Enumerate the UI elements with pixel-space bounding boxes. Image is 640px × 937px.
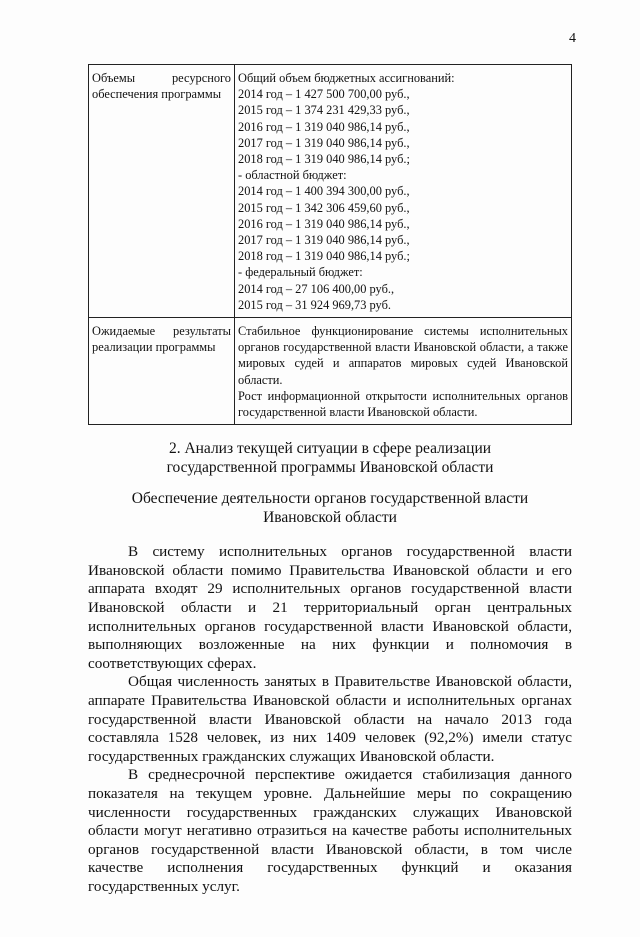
heading-line: 2. Анализ текущей ситуации в сфере реализации [168,440,492,458]
paragraph: Общая численность занятых в Правительстве Ивановской области, аппарате Правительства Ивановской области и исполнительных органах государственной власти Ивановской области на начало 2013 года составляла 1528 человек, из них 1409 человек (92,2%) имели статус государственных гражданских служащих Ивановской области. [88,673,572,765]
page-number: 4 [569,31,576,46]
subheading-line: Ивановской области [263,509,397,527]
budget-line: 2018 год – 1 319 040 986,14 руб.; [238,249,410,264]
budget-line: - областной бюджет: [238,168,347,183]
table-row [89,65,572,318]
budget-line: 2014 год – 1 400 394 300,00 руб., [238,184,410,199]
budget-line: Общий объем бюджетных ассигнований: [238,71,455,85]
subheading [88,489,572,527]
budget-line: 2016 год – 1 319 040 986,14 руб., [238,119,410,134]
budget-line: 2017 год – 1 319 040 986,14 руб., [238,135,410,150]
program-passport-table [88,64,572,425]
row-label: Объемы ресурсного обеспечения программы [89,65,235,318]
row-value [235,318,572,425]
section-heading [88,439,572,477]
row-value [235,65,572,318]
budget-line: - федеральный бюджет: [238,265,363,280]
paragraph: В систему исполнительных органов государственной власти Ивановской области помимо Правительства Ивановской области и его аппарата входят 29 исполнительных органов государственной власти Ивановской области и 21 территориальный орган центральных исполнительных органов государственной власти Ивановской области, выполняющих возложенные на них функции и полномочия в соответствующих сферах. [88,543,572,672]
heading-line: государственной программы Ивановской области [166,459,494,477]
table-row [89,318,572,425]
budget-line: 2014 год – 27 106 400,00 руб., [238,281,395,296]
paragraph: В среднесрочной перспективе ожидается стабилизация данного показателя на текущем уровне. Дальнейшие меры по сокращению численности государственных гражданских служащих Ивановской области могут негативно отразиться на качестве работы исполнительных органов государственной власти Ивановской области, в том числе качестве исполнения государственных функций и оказания государственных услуг. [88,766,572,895]
budget-line: 2015 год – 31 924 969,73 руб. [238,297,391,312]
budget-line: 2015 год – 1 342 306 459,60 руб., [238,200,410,215]
budget-line: 2014 год – 1 427 500 700,00 руб., [238,87,410,102]
subheading-line: Обеспечение деятельности органов государственной власти [131,490,529,508]
row-label: Ожидаемые результаты реализации программы [89,318,235,425]
result-text: Стабильное функционирование системы исполнительных органов государственной власти Ивановской области, а также мировых судей и аппаратов мировых судей Ивановской области. [238,324,568,387]
budget-line: 2018 год – 1 319 040 986,14 руб.; [238,152,410,167]
budget-line: 2017 год – 1 319 040 986,14 руб., [238,233,410,248]
budget-line: 2016 год – 1 319 040 986,14 руб., [238,216,410,231]
budget-line: 2015 год – 1 374 231 429,33 руб., [238,103,410,118]
result-text: Рост информационной открытости исполнительных органов государственной власти Ивановской области. [238,388,568,420]
body-text [88,543,572,896]
